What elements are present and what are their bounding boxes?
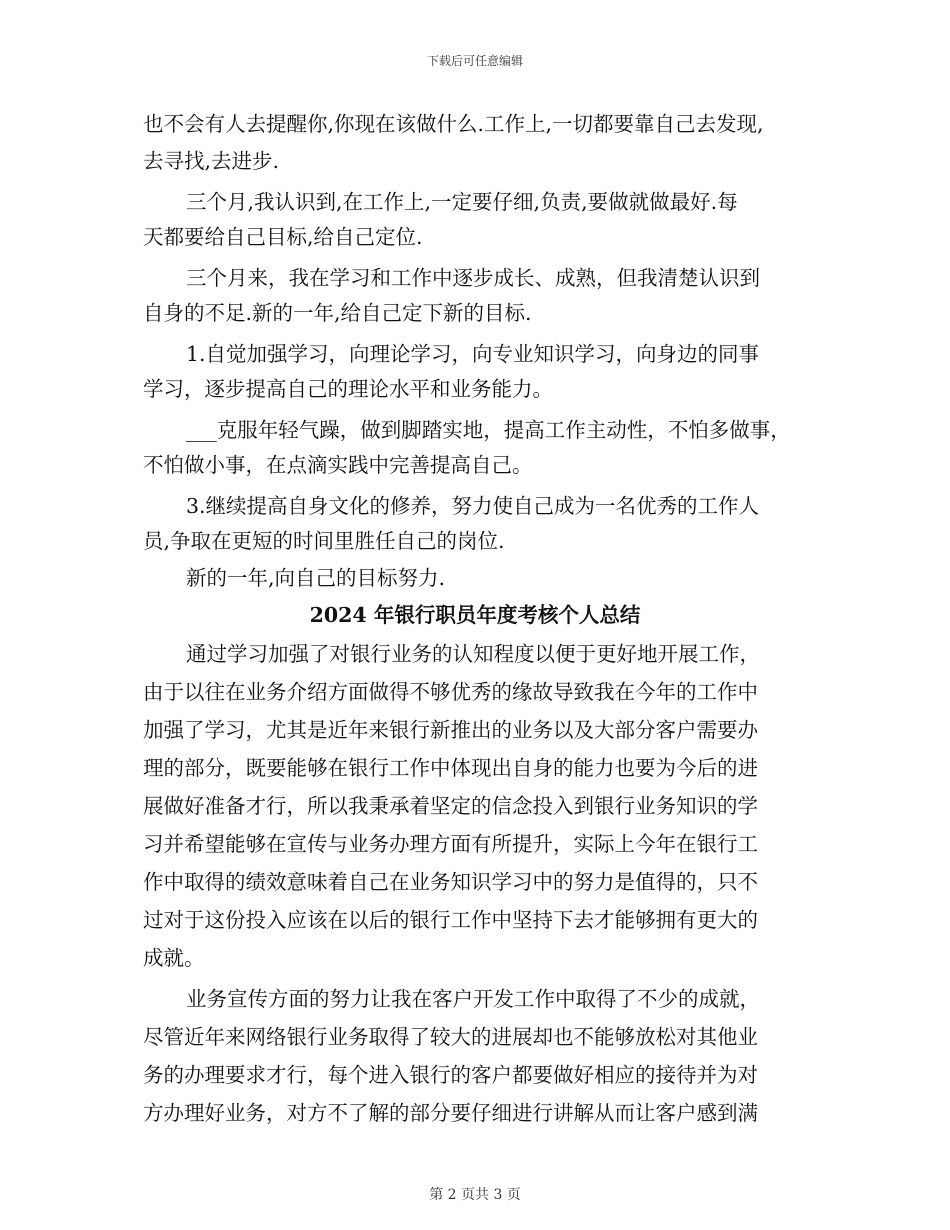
page-footer: 第 2 页共 3 页 xyxy=(429,1187,521,1203)
body-line: 学习，逐步提高自己的理论水平和业务能力。 xyxy=(143,377,553,401)
body-line: 作中取得的绩效意味着自己在业务知识学习中的努力是值得的，只不 xyxy=(143,870,758,894)
body-line: 3.继续提高自身文化的修养，努力使自己成为一名优秀的工作人 xyxy=(186,494,760,518)
body-line: 新的一年,向自己的目标努力. xyxy=(186,566,446,590)
body-line: 也不会有人去提醒你,你现在该做什么.工作上,一切都要靠自己去发现, xyxy=(143,112,764,136)
body-line: 方办理好业务，对方不了解的部分要仔细进行讲解从而让客户感到满 xyxy=(143,1101,758,1125)
body-line: 天都要给自己目标,给自己定位. xyxy=(143,225,423,249)
body-line: 不怕做小事，在点滴实践中完善提高自己。 xyxy=(143,453,533,477)
body-line: 展做好准备才行，所以我秉承着坚定的信念投入到银行业务知识的学 xyxy=(143,794,758,818)
body-line: 加强了学习，尤其是近年来银行新推出的业务以及大部分客户需要办 xyxy=(143,718,758,742)
body-line: 习并希望能够在宣传与业务办理方面有所提升，实际上今年在银行工 xyxy=(143,832,758,856)
body-line: 务的办理要求才行，每个进入银行的客户都要做好相应的接待并为对 xyxy=(143,1063,758,1087)
page-header: 下载后可任意编辑 xyxy=(426,54,523,68)
body-line: 业务宣传方面的努力让我在客户开发工作中取得了不少的成就， xyxy=(186,987,760,1011)
body-line: 三个月,我认识到,在工作上,一定要仔细,负责,要做就做最好.每 xyxy=(186,190,738,214)
body-line: 自身的不足.新的一年,给自己定下新的目标. xyxy=(143,301,532,325)
body-line: 尽管近年来网络银行业务取得了较大的进展却也不能够放松对其他业 xyxy=(143,1025,758,1049)
body-line: 员,争取在更短的时间里胜任自己的岗位. xyxy=(143,529,505,553)
body-line: 1.自觉加强学习，向理论学习，向专业知识学习，向身边的同事 xyxy=(186,342,760,366)
body-line: 理的部分，既要能够在银行工作中体现出自身的能力也要为今后的进 xyxy=(143,756,758,780)
body-line: ___克服年轻气躁，做到脚踏实地，提高工作主动性，不怕多做事， xyxy=(186,418,791,442)
body-line: 三个月来，我在学习和工作中逐步成长、成熟，但我清楚认识到 xyxy=(186,266,760,290)
body-line: 由于以往在业务介绍方面做得不够优秀的缘故导致我在今年的工作中 xyxy=(143,680,758,704)
section-title: 2024 年银行职员年度考核个人总结 xyxy=(309,603,641,627)
body-line: 过对于这份投入应该在以后的银行工作中坚持下去才能够拥有更大的 xyxy=(143,908,758,932)
body-line: 成就。 xyxy=(143,946,205,970)
body-line: 通过学习加强了对银行业务的认知程度以便于更好地开展工作， xyxy=(186,642,760,666)
body-line: 去寻找,去进步. xyxy=(143,149,280,173)
